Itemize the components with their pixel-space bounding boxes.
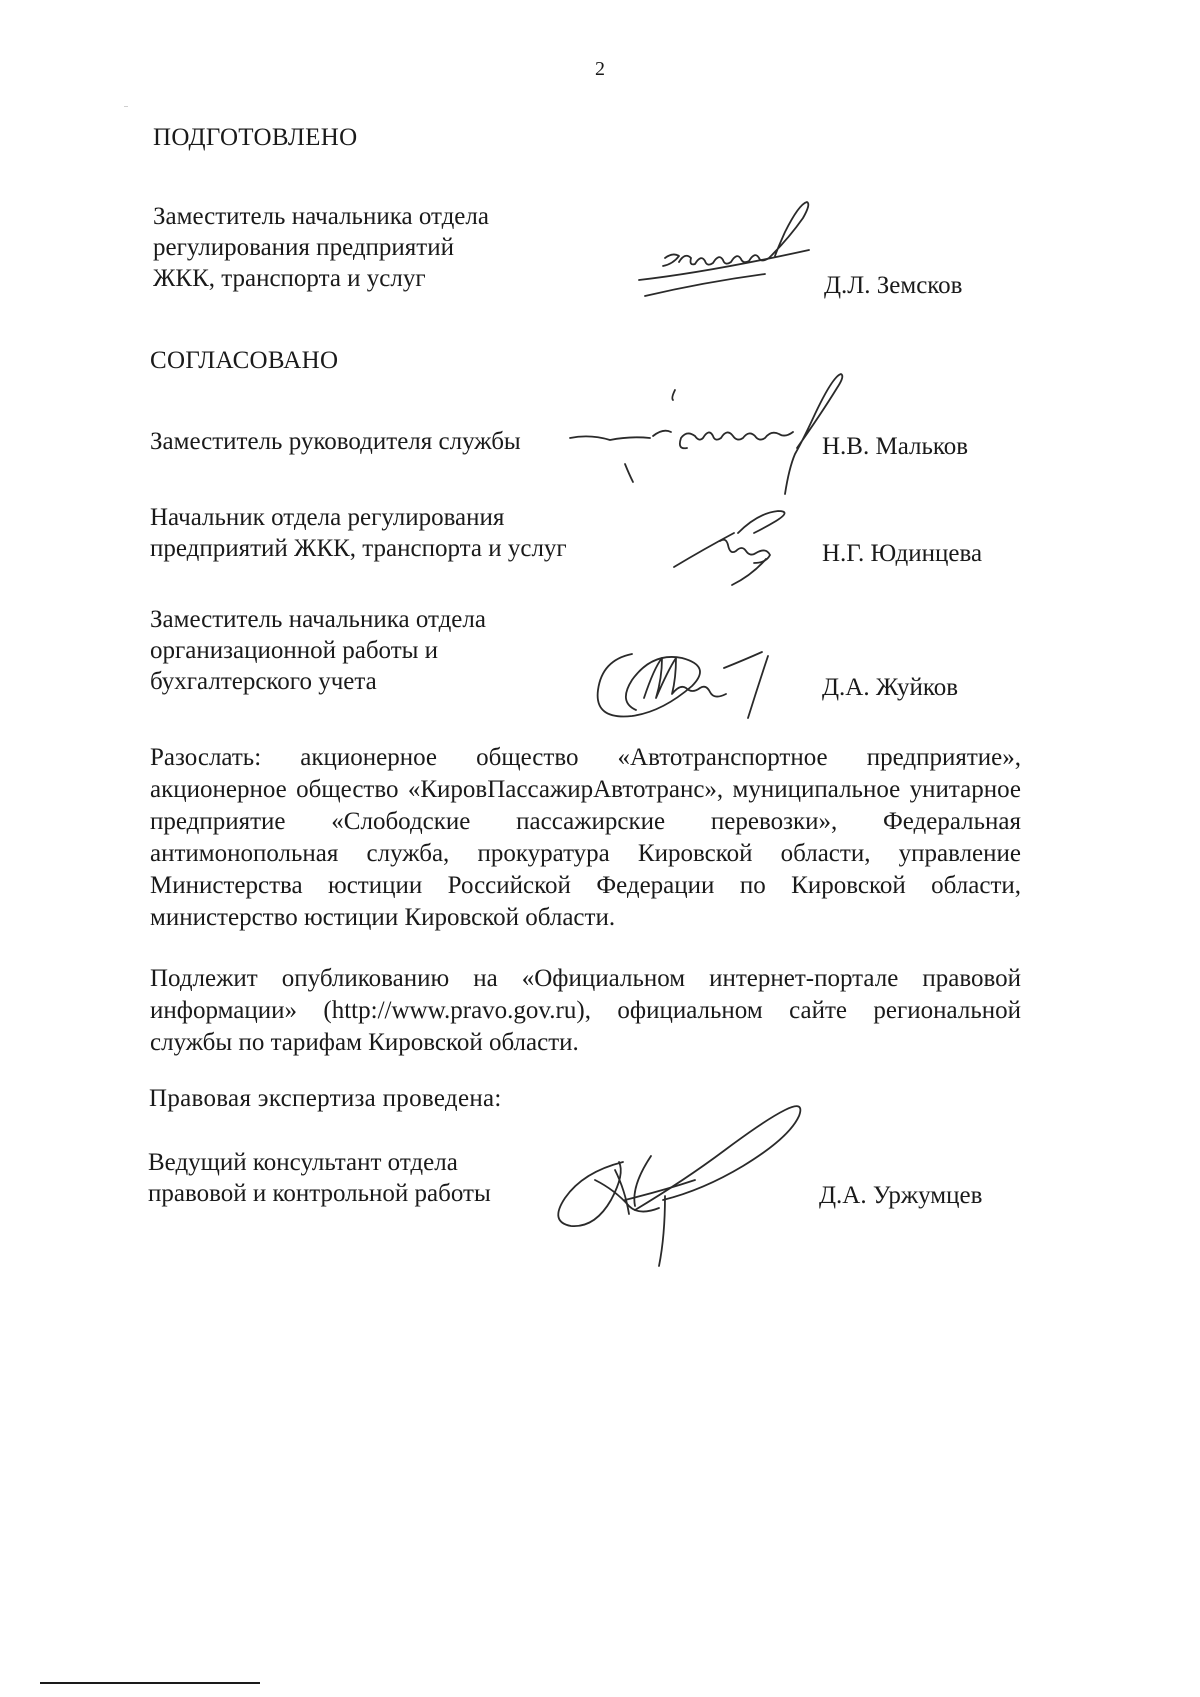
prepared-name: Д.Л. Земсков — [824, 272, 963, 299]
signature-yudintseva — [668, 505, 796, 591]
prepared-position: Заместитель начальника отдела регулирования предприятий ЖКК, транспорта и услуг — [153, 203, 489, 292]
legal-review-position: Ведущий консультант отдела правовой и контрольной работы — [148, 1149, 491, 1207]
publication-paragraph: Подлежит опубликованию на «Официальном интернет-портале правовой информации» (http://www.pravo.gov.ru), официальном сайте региональной службы по тарифам Кировской области. — [150, 965, 1021, 1056]
scan-artifact — [124, 106, 128, 107]
agreed-position-3: Заместитель начальника отдела организационной работы и бухгалтерского учета — [150, 606, 486, 695]
agreed-name-2: Н.Г. Юдинцева — [822, 540, 983, 567]
agreed-position-2: Начальник отдела регулирования предприятий ЖКК, транспорта и услуг — [150, 504, 567, 562]
agreed-name-1: Н.В. Мальков — [822, 433, 969, 460]
agreed-heading: СОГЛАСОВАНО — [150, 347, 339, 374]
signature-urzhumtsev — [555, 1100, 815, 1275]
prepared-heading: ПОДГОТОВЛЕНО — [153, 124, 358, 151]
signature-zhuykov — [592, 646, 787, 728]
page-number: 2 — [595, 58, 605, 80]
legal-review-name: Д.А. Уржумцев — [819, 1182, 983, 1209]
legal-review-heading: Правовая экспертиза проведена: — [149, 1085, 502, 1112]
agreed-position-1: Заместитель руководителя службы — [150, 428, 521, 455]
distribution-paragraph: Разослать: акционерное общество «Автотранспортное предприятие», акционерное общество «КировПассажирАвтотранс», муниципальное унитарное предприятие «Слободские пассажирские перевозки», Федеральная антимонопольная служба, прокуратура Кировской области, управление Министерства юстиции Российской Федерации по Кировской области, министерство юстиции Кировской области. — [150, 744, 1021, 931]
agreed-name-3: Д.А. Жуйков — [822, 674, 959, 701]
footer-rule — [40, 1682, 260, 1684]
